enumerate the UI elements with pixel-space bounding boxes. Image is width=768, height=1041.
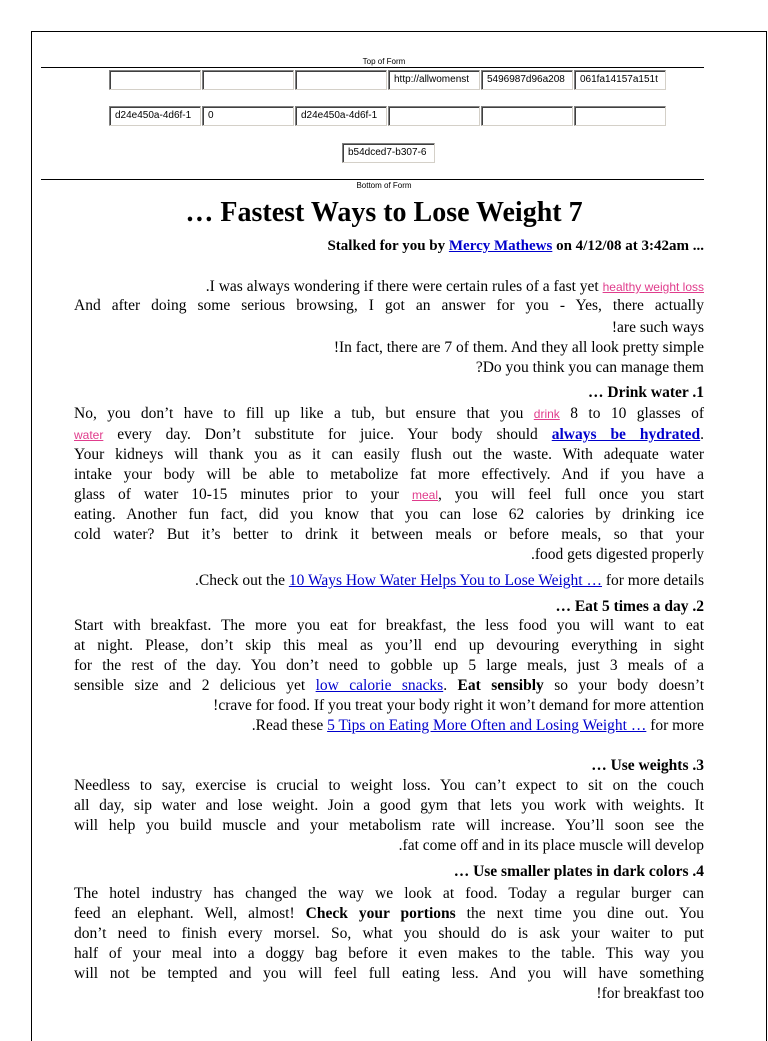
p4-line-1: The hotel industry has changed the way we look at food. Today a regular burger can [74, 885, 704, 902]
p3-line-3: will help you build muscle and your metabolism rate will increase. You’ll soon see the [74, 817, 704, 834]
p2-line-4: sensible size and 2 delicious yet low calorie snacks. Eat sensibly so your body doesn’t [74, 677, 705, 694]
p1-line-8: .food gets digested properly [530, 546, 704, 563]
bottom-of-form-label: Bottom of Form [356, 181, 412, 190]
p4-line-4: half of your meal into a doggy bag before it even makes to the table. This way you [74, 945, 704, 962]
top-of-form-label: Top of Form [362, 57, 406, 66]
p4-line-6: !for breakfast too [596, 985, 704, 1002]
form-field-9[interactable]: d24e450a-4d6f-1 [295, 106, 387, 126]
author-link[interactable]: Mercy Mathews [448, 238, 553, 254]
form-field-8[interactable]: 0 [202, 106, 294, 126]
p1-line-2: water every day. Don’t substitute for juice. Your body should always be hydrated. [74, 426, 705, 443]
intro-line-4: !In fact, there are 7 of them. And they all look pretty simple [333, 339, 704, 356]
eating-more-often-link[interactable]: 5 Tips on Eating More Often and Losing Weight … [327, 717, 647, 734]
p3-line-1: Needless to say, exercise is crucial to weight loss. You can’t expect to sit on the couch [74, 777, 704, 794]
p1-line-4: intake your body will be able to metabolize fat more effectively. And if you have a [74, 466, 704, 483]
p4-line-3: don’t need to finish every morsel. So, what you should do is ask your waiter to put [74, 925, 704, 942]
p2-line-1: Start with breakfast. The more you eat for breakfast, the less food you will want to eat [74, 617, 704, 634]
p1-line-3: Your kidneys will thank you as it can easily flush out the waste. With adequate water [74, 446, 704, 463]
p4-line-5: will not be tempted and you will feel full eating less. And you will have something [74, 965, 704, 982]
p1-check-out: .Check out the 10 Ways How Water Helps You to Lose Weight … for more details [195, 572, 704, 589]
form-field-4[interactable]: http://allwomenst [388, 70, 480, 90]
form-field-5[interactable]: 5496987d96a208 [481, 70, 573, 90]
water-helps-link[interactable]: 10 Ways How Water Helps You to Lose Weight … [288, 572, 602, 589]
intro-line-3: !are such ways [611, 319, 704, 336]
p3-line-4: .fat come off and in its place muscle will develop [398, 837, 704, 854]
p2-line-2: at night. Please, don’t skip this meal as you’ll end up devouring everything in sight [74, 637, 704, 654]
p4-line-2: feed an elephant. Well, almost! Check your portions the next time you dine out. You [74, 905, 705, 922]
p2-line-3: for the rest of the day. You don’t need to gobble up 5 large meals, just 3 meals of a [74, 657, 704, 674]
form-field-12[interactable] [574, 106, 666, 126]
intro-line-2: And after doing some serious browsing, I got an answer for you - Yes, there actually [74, 297, 704, 314]
p1-line-7: cold water? But it’s better to drink it between meals or before meals, so that your [74, 526, 704, 543]
heading-drink-water: … Drink water .1 [588, 384, 704, 401]
heading-smaller-plates: … Use smaller plates in dark colors .4 [453, 863, 704, 880]
form-bottom-rule [41, 179, 704, 180]
p2-line-5: !crave for food. If you treat your body right it won’t demand for more attention [213, 697, 704, 714]
intro-line-1: .I was always wondering if there were certain rules of a fast yet healthy weight loss [205, 278, 704, 295]
form-top-rule [41, 67, 704, 68]
byline-prefix: Stalked for you by [327, 238, 446, 254]
form-field-3[interactable] [295, 70, 387, 90]
water-link[interactable]: water [74, 428, 104, 442]
form-field-6[interactable]: 061fa14157a151t [574, 70, 666, 90]
form-field-11[interactable] [481, 106, 573, 126]
healthy-weight-loss-link[interactable]: healthy weight loss [602, 280, 704, 294]
p1-line-1: No, you don’t have to fill up like a tub, but ensure that you drink 8 to 10 glasses of [74, 405, 705, 422]
article-title: … Fastest Ways to Lose Weight 7 [185, 197, 583, 228]
heading-use-weights: … Use weights .3 [591, 757, 704, 774]
p3-line-2: all day, sip water and lose weight. Join a good gym that lets you work with weights. It [74, 797, 704, 814]
form-field-10[interactable] [388, 106, 480, 126]
p1-line-6: eating. Another fun fact, did you know that you can lose 62 calories by drinking ice [74, 506, 704, 523]
byline [327, 238, 704, 255]
p2-read-these: .Read these 5 Tips on Eating More Often and Losing Weight … for more [251, 717, 704, 734]
byline-date: on 4/12/08 at 3:42am ... [556, 238, 704, 254]
low-calorie-snacks-link[interactable]: low calorie snacks [315, 677, 444, 694]
form-field-7[interactable]: d24e450a-4d6f-1 [109, 106, 201, 126]
drink-link[interactable]: drink [533, 407, 560, 421]
heading-eat-5-times: … Eat 5 times a day .2 [555, 598, 704, 615]
p1-line-5: glass of water 10-15 minutes prior to your meal, you will feel full once you start [74, 486, 705, 503]
always-hydrated-link[interactable]: always be hydrated [551, 426, 701, 443]
form-field-2[interactable] [202, 70, 294, 90]
intro-line-5: ?Do you think you can manage them [475, 359, 704, 376]
meal-link[interactable]: meal [411, 488, 438, 502]
form-field-1[interactable] [109, 70, 201, 90]
form-field-13[interactable]: b54dced7-b307-6 [342, 143, 435, 163]
